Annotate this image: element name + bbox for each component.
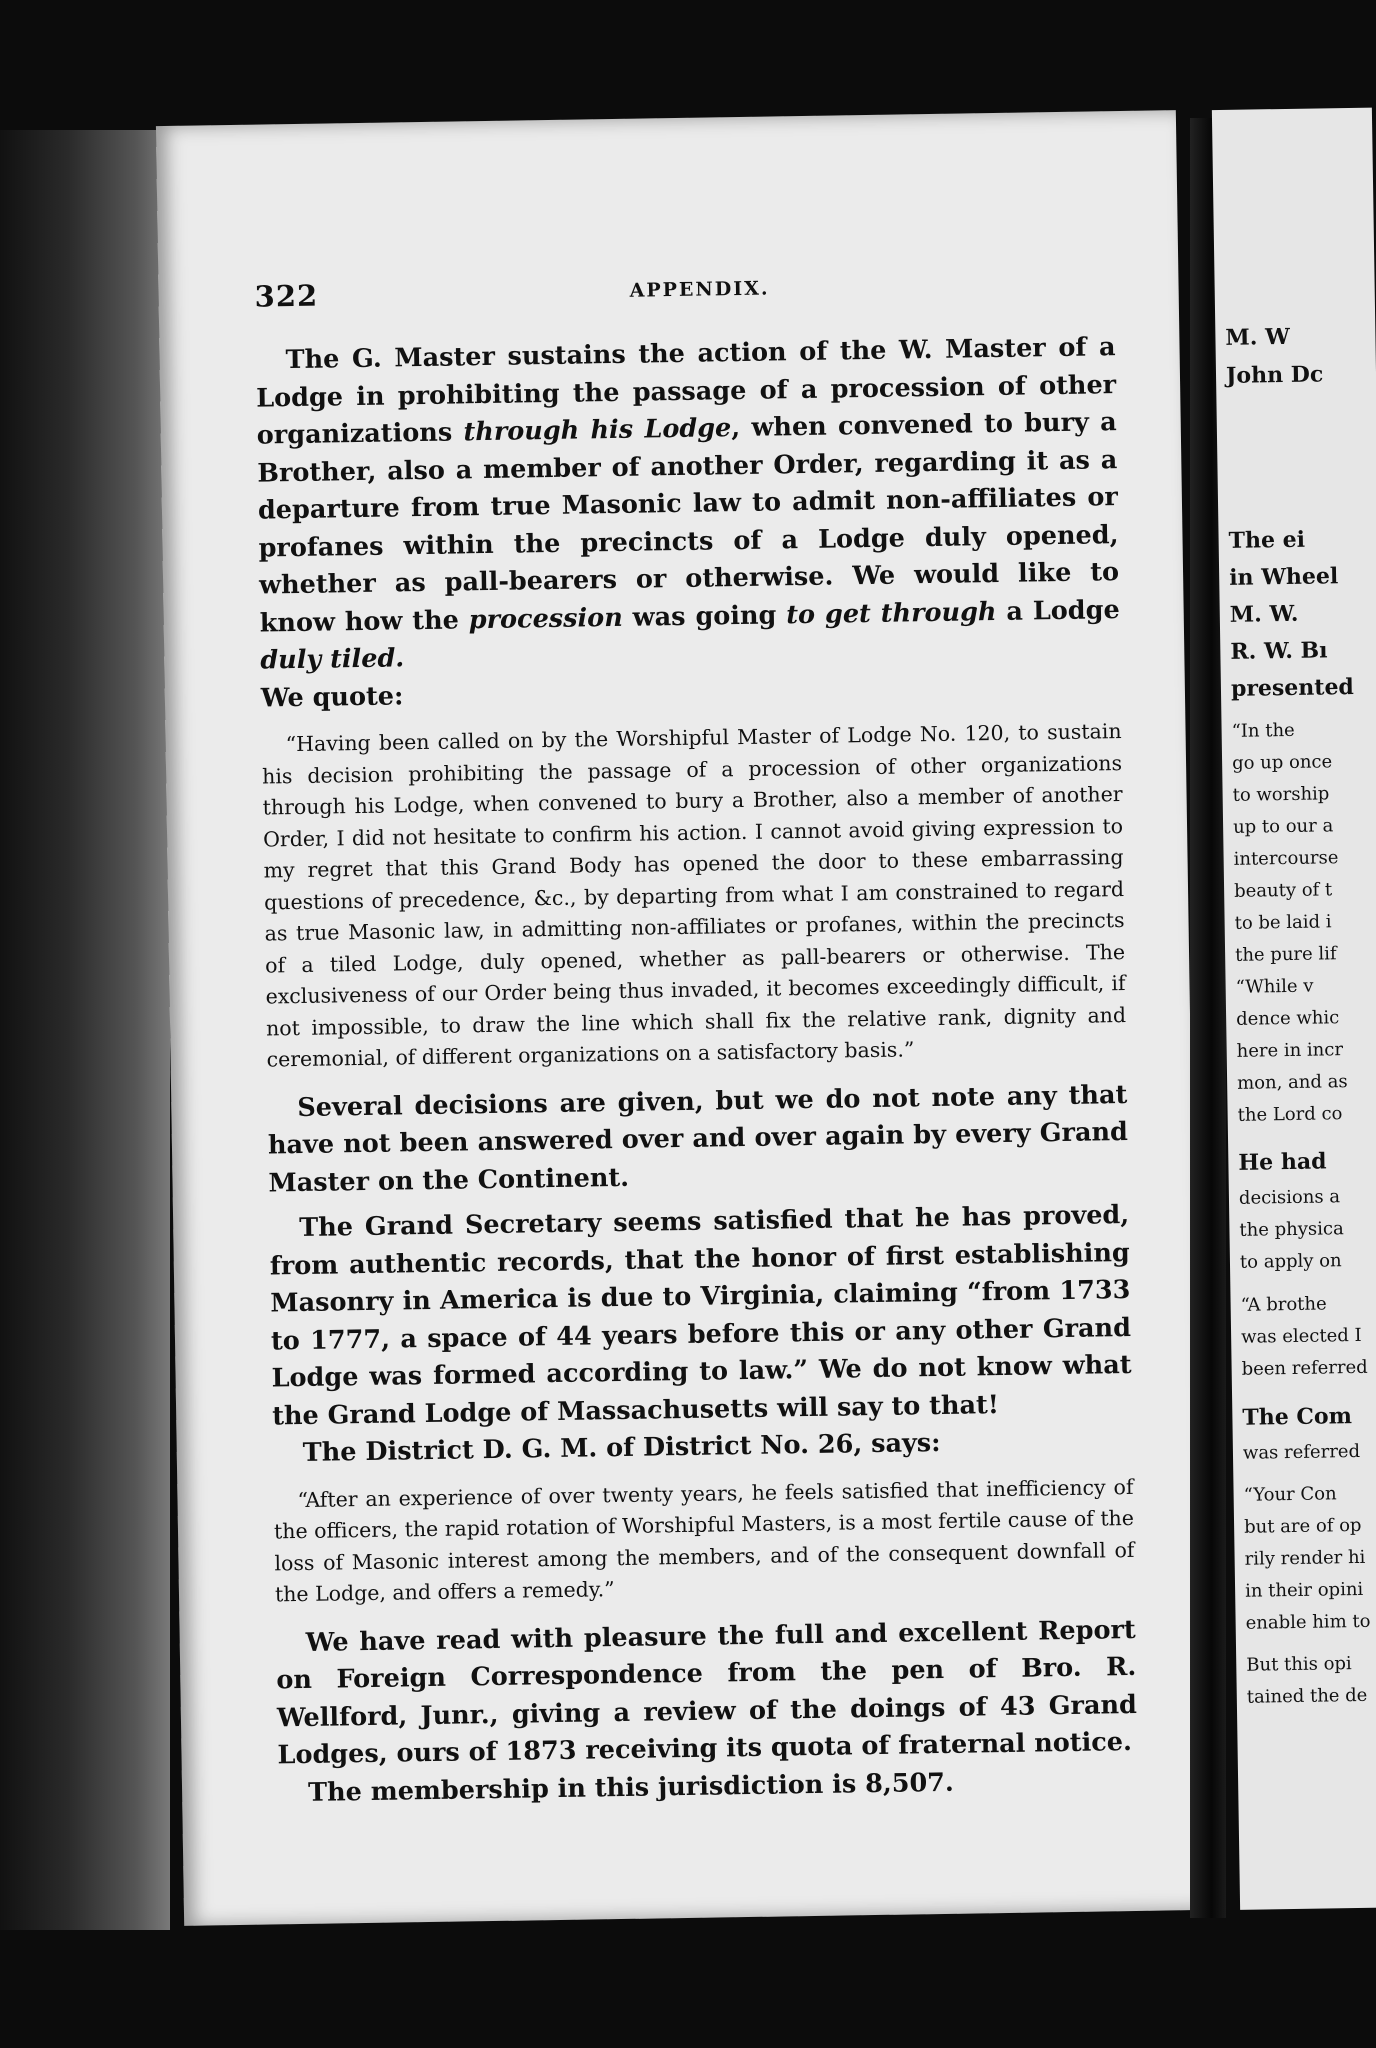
facing-line: R. W. Bı <box>1230 637 1328 665</box>
facing-line: here in incr <box>1236 1039 1344 1062</box>
facing-line: was referred <box>1242 1440 1361 1464</box>
facing-line: beauty of t <box>1233 879 1333 902</box>
paragraph-2: Several decisions are given, but we do not note any that have not been answered over and over again by every Grand Master on the Continent. <box>267 1079 1129 1198</box>
facing-line: presented <box>1230 673 1355 702</box>
facing-line: but are of op <box>1243 1514 1362 1538</box>
facing-line: up to our a <box>1232 815 1334 838</box>
facing-line: decisions a <box>1238 1186 1341 1209</box>
facing-line: enable him to <box>1245 1610 1371 1634</box>
page-number: 322 <box>254 278 319 314</box>
facing-line: M. W. <box>1229 600 1299 628</box>
block-quote-1: “Having been called on by the Worshipful Master of Lodge No. 120, to sustain his decision prohibiting the passage of a procession of other organizations through his Lodge, when convened to bury a Brother, also a member of another Order, I did not hesitate to confirm his action. I cannot avoid giving expression to my regret that this Grand Body has opened the door to these embarrassing questions of precedence, &c., by departing from what I am constrained to regard as true Masonic law, in admitting non-affiliates or profanes, within the precincts of a tiled Lodge, duly opened, whether as pall-bearers or otherwise. The exclusiveness of our Order being thus invaded, it becomes exceedingly difficult, if not impossible, to draw the line which shall fix the relative rank, dignity and ceremonial, of different organizations on a satisfactory basis.” <box>261 719 1127 1072</box>
paragraph-5: We have read with pleasure the full and excellent Report on Foreign Correspondence from the pen of Bro. R. Wellford, Junr., giving a review of the doings of 43 Grand Lodges, ours of 1873 receiving its quota of fraternal notice. <box>276 1614 1138 1771</box>
facing-line: rily render hi <box>1244 1546 1366 1570</box>
facing-line: been referred <box>1241 1356 1368 1380</box>
facing-line: “Your Con <box>1243 1483 1337 1506</box>
facing-line: the Lord co <box>1237 1103 1343 1126</box>
left-page <box>156 110 1204 1926</box>
facing-line: “A brothe <box>1240 1293 1327 1316</box>
facing-line: dence whic <box>1235 1007 1340 1030</box>
facing-line: The Com <box>1242 1403 1353 1431</box>
facing-line: mon, and as <box>1236 1071 1348 1094</box>
paragraph-1-tail: We quote: <box>260 680 404 714</box>
facing-line: M. W <box>1225 323 1291 351</box>
facing-line: in their opini <box>1244 1578 1364 1602</box>
facing-line: was elected I <box>1240 1324 1362 1348</box>
paragraph-6: The membership in this jurisdiction is 8,507. <box>307 1767 955 1808</box>
block-quote-2: “After an experience of over twenty years, he feels satisfied that inefficiency of the officers, the rapid rotation of Worshipful Masters, is a most fertile cause of the loss of Masonic interest among the members, and of the consequent downfall of the Lodge, and offers a remedy.” <box>273 1474 1135 1607</box>
facing-page <box>1212 108 1376 1910</box>
facing-line: go up once <box>1231 751 1333 774</box>
running-head <box>254 266 1145 320</box>
facing-line: in Wheel <box>1229 563 1339 591</box>
facing-line: to be laid i <box>1234 911 1332 934</box>
book-gutter-shadow <box>0 130 170 1930</box>
facing-line: John Dc <box>1225 361 1324 389</box>
facing-line: The ei <box>1228 526 1306 554</box>
facing-line: “While v <box>1235 975 1314 998</box>
facing-line: “In the <box>1231 719 1295 742</box>
paragraph-4: The District D. G. M. of District No. 26, says: <box>302 1427 941 1468</box>
facing-line: intercourse <box>1233 847 1339 870</box>
running-head-title: APPENDIX. <box>629 277 770 302</box>
facing-line: the pure lif <box>1234 943 1337 966</box>
facing-line: But this opi <box>1246 1653 1352 1676</box>
body-text <box>255 329 1138 1812</box>
facing-line: to worship <box>1232 783 1330 806</box>
facing-line: tained the de <box>1246 1684 1368 1708</box>
paragraph-3: The Grand Secretary seems satisfied that he has proved, from authentic records, that the honor of first establishing Masonry in America is due to Virginia, claiming “from 1733 to 1777, a space of 44 years before this or any other Grand Lodge was formed according to law.” We do not know what the Grand Lodge of Massachusetts will say to that! <box>269 1199 1132 1431</box>
paragraph-1: The G. Master sustains the action of the W. Master of a Lodge in prohibiting the passage of a procession of other organizations through his Lodge, when convened to bury a Brother, also a member of another Order, regarding it as a departure from true Masonic law to admit non-affiliates or profanes within the precincts of a Lodge duly opened, whether as pall-bearers or otherwise. We would like to know how the procession was going to get through a Lodge duly tiled. <box>255 332 1120 676</box>
facing-line: He had <box>1238 1148 1327 1176</box>
facing-line: the physica <box>1239 1218 1344 1241</box>
facing-line: to apply on <box>1239 1250 1342 1273</box>
